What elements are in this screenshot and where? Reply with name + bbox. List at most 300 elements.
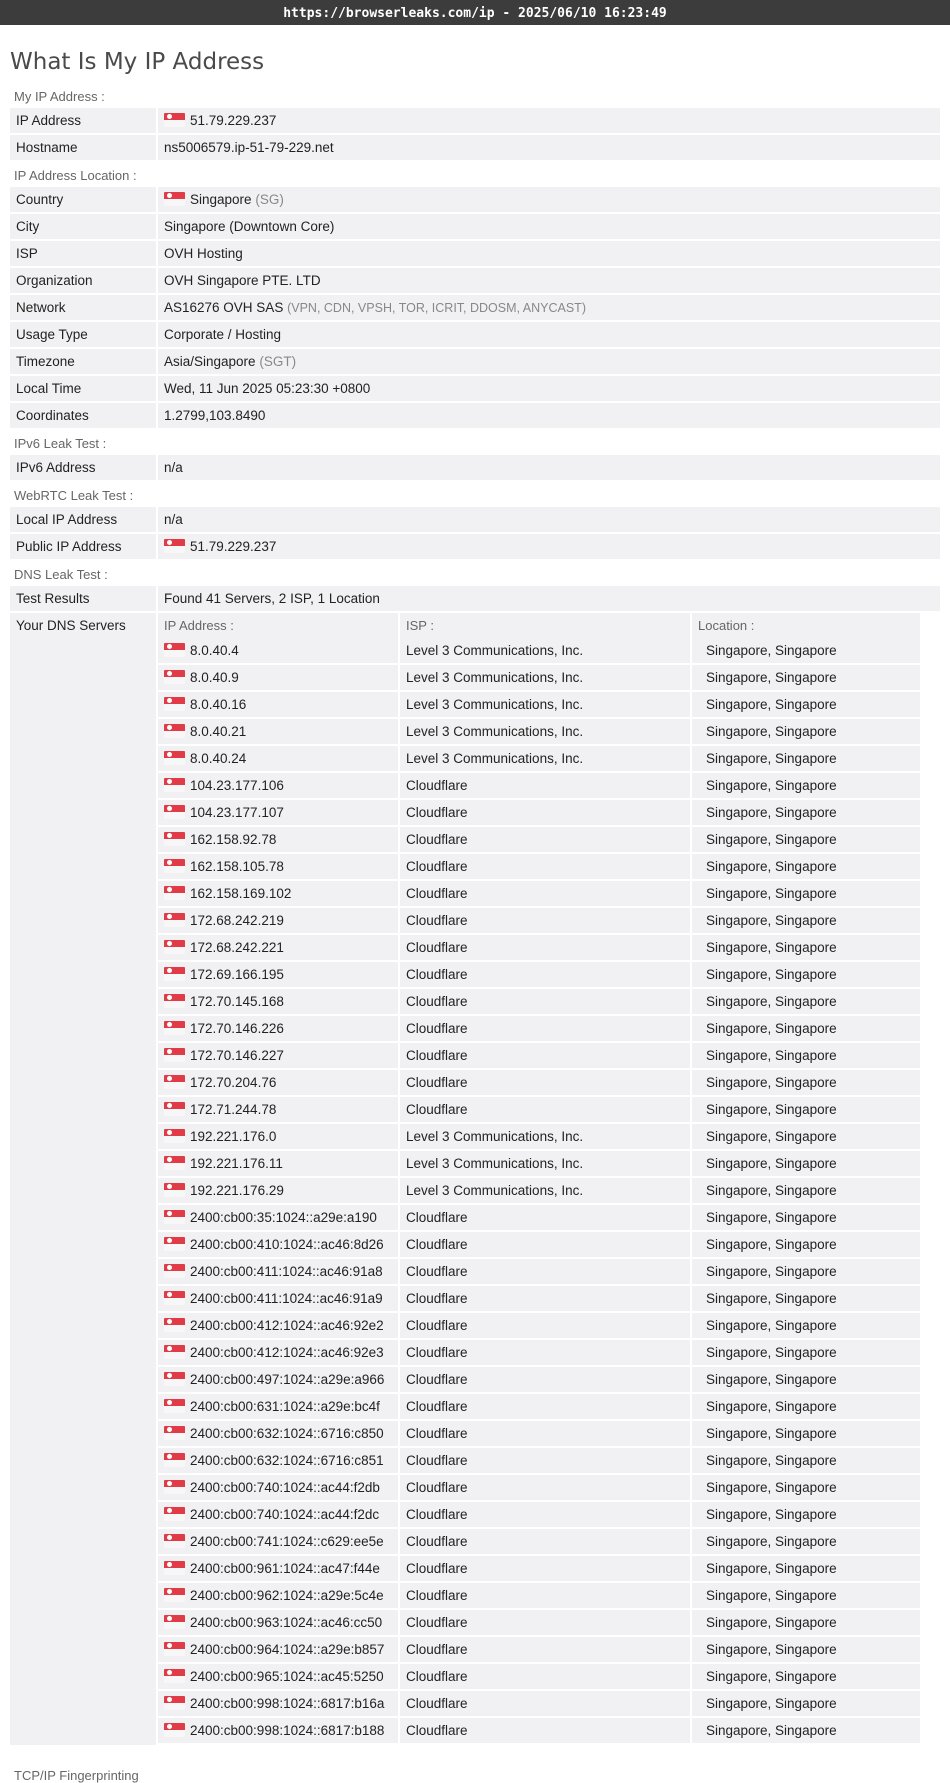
table-row xyxy=(158,962,940,987)
country-value xyxy=(158,187,940,212)
dns-location-cell: Singapore, Singapore xyxy=(692,638,920,663)
dns-isp-cell: Level 3 Communications, Inc. xyxy=(400,638,690,663)
dns-table-header xyxy=(158,613,940,638)
dns-ip-text: 2400:cb00:998:1024::6817:b188 xyxy=(190,1723,385,1738)
dns-isp-cell: Cloudflare xyxy=(400,881,690,906)
singapore-flag-icon xyxy=(164,805,185,819)
singapore-flag-icon xyxy=(164,1183,185,1197)
dns-ip-text: 172.70.146.226 xyxy=(190,1021,284,1036)
dns-ip-text: 2400:cb00:741:1024::c629:ee5e xyxy=(190,1534,384,1549)
dns-isp-cell: Cloudflare xyxy=(400,935,690,960)
timezone-value xyxy=(158,349,940,374)
dns-ip-text: 172.71.244.78 xyxy=(190,1102,277,1117)
dns-ip-cell xyxy=(158,1178,398,1203)
dns-ip-cell xyxy=(158,1718,398,1743)
dns-location-cell: Singapore, Singapore xyxy=(692,827,920,852)
dns-location-cell: Singapore, Singapore xyxy=(692,1502,920,1527)
table-row xyxy=(158,1610,940,1635)
singapore-flag-icon xyxy=(164,643,185,657)
dns-ip-cell xyxy=(158,827,398,852)
dns-isp-cell: Cloudflare xyxy=(400,1394,690,1419)
hostname-row xyxy=(10,135,940,160)
dns-ip-cell xyxy=(158,1583,398,1608)
singapore-flag-icon xyxy=(164,113,185,127)
dns-isp-cell: Cloudflare xyxy=(400,1367,690,1392)
dns-isp-cell: Cloudflare xyxy=(400,800,690,825)
singapore-flag-icon xyxy=(164,1318,185,1332)
dns-isp-cell: Cloudflare xyxy=(400,1421,690,1446)
dns-location-cell: Singapore, Singapore xyxy=(692,1475,920,1500)
singapore-flag-icon xyxy=(164,1453,185,1467)
singapore-flag-icon xyxy=(164,1291,185,1305)
usage-type-row xyxy=(10,322,940,347)
dns-location-cell: Singapore, Singapore xyxy=(692,1691,920,1716)
dns-isp-cell: Cloudflare xyxy=(400,1043,690,1068)
dns-ip-cell xyxy=(158,746,398,771)
col-location-header: Location : xyxy=(692,613,920,638)
dns-isp-cell: Cloudflare xyxy=(400,773,690,798)
table-row xyxy=(158,1043,940,1068)
singapore-flag-icon xyxy=(164,539,185,553)
dns-isp-cell: Cloudflare xyxy=(400,1448,690,1473)
dns-isp-cell: Cloudflare xyxy=(400,1583,690,1608)
dns-ip-cell xyxy=(158,1286,398,1311)
local-ip-label: Local IP Address xyxy=(10,507,156,532)
dns-isp-cell: Level 3 Communications, Inc. xyxy=(400,746,690,771)
dns-ip-cell xyxy=(158,1691,398,1716)
singapore-flag-icon xyxy=(164,1723,185,1737)
singapore-flag-icon xyxy=(164,1561,185,1575)
public-ip-value xyxy=(158,534,940,559)
dns-ip-cell xyxy=(158,638,398,663)
dns-ip-text: 172.68.242.221 xyxy=(190,940,284,955)
country-code: (SG) xyxy=(255,192,284,207)
dns-ip-cell xyxy=(158,1070,398,1095)
dns-location-cell: Singapore, Singapore xyxy=(692,1313,920,1338)
dns-ip-text: 2400:cb00:965:1024::ac45:5250 xyxy=(190,1669,384,1684)
dns-ip-cell xyxy=(158,908,398,933)
dns-ip-text: 2400:cb00:410:1024::ac46:8d26 xyxy=(190,1237,384,1252)
table-row xyxy=(158,989,940,1014)
dns-ip-text: 2400:cb00:963:1024::ac46:cc50 xyxy=(190,1615,383,1630)
ip-info-table xyxy=(10,83,940,1745)
network-label: Network xyxy=(10,295,156,320)
dns-ip-text: 162.158.169.102 xyxy=(190,886,292,901)
dns-isp-cell: Cloudflare xyxy=(400,1097,690,1122)
dns-ip-text: 172.70.146.227 xyxy=(190,1048,284,1063)
singapore-flag-icon xyxy=(164,751,185,765)
dns-location-cell: Singapore, Singapore xyxy=(692,1637,920,1662)
dns-ip-text: 2400:cb00:411:1024::ac46:91a9 xyxy=(190,1291,383,1306)
dns-isp-cell: Cloudflare xyxy=(400,1637,690,1662)
dns-ip-cell xyxy=(158,1124,398,1149)
ipv6-row xyxy=(10,455,940,480)
dns-location-cell: Singapore, Singapore xyxy=(692,1664,920,1689)
table-row xyxy=(158,1016,940,1041)
country-row xyxy=(10,187,940,212)
table-row xyxy=(158,1394,940,1419)
table-row xyxy=(158,854,940,879)
dns-ip-text: 8.0.40.4 xyxy=(190,643,239,658)
dns-isp-cell: Cloudflare xyxy=(400,1016,690,1041)
dns-ip-text: 172.69.166.195 xyxy=(190,967,284,982)
network-value xyxy=(158,295,940,320)
table-row xyxy=(158,1340,940,1365)
dns-servers-table xyxy=(158,613,940,1745)
dns-location-cell: Singapore, Singapore xyxy=(692,1124,920,1149)
singapore-flag-icon xyxy=(164,1534,185,1548)
dns-ip-cell xyxy=(158,881,398,906)
dns-ip-text: 2400:cb00:998:1024::6817:b16a xyxy=(190,1696,385,1711)
ipv6-value: n/a xyxy=(158,455,940,480)
dns-location-cell: Singapore, Singapore xyxy=(692,1610,920,1635)
dns-location-cell: Singapore, Singapore xyxy=(692,773,920,798)
dns-location-cell: Singapore, Singapore xyxy=(692,1394,920,1419)
ip-address-row xyxy=(10,108,940,133)
singapore-flag-icon xyxy=(164,940,185,954)
singapore-flag-icon xyxy=(164,724,185,738)
dns-location-cell: Singapore, Singapore xyxy=(692,1178,920,1203)
country-name: Singapore xyxy=(190,192,252,207)
table-row xyxy=(158,692,940,717)
public-ip-label: Public IP Address xyxy=(10,534,156,559)
dns-isp-cell: Cloudflare xyxy=(400,1313,690,1338)
test-results-row xyxy=(10,586,940,611)
coordinates-label: Coordinates xyxy=(10,403,156,428)
dns-ip-cell xyxy=(158,1475,398,1500)
dns-ip-cell xyxy=(158,1205,398,1230)
dns-ip-cell xyxy=(158,1394,398,1419)
page-title: What Is My IP Address xyxy=(10,49,265,75)
table-row xyxy=(158,800,940,825)
dns-isp-cell: Cloudflare xyxy=(400,908,690,933)
network-row xyxy=(10,295,940,320)
table-row xyxy=(158,881,940,906)
table-row xyxy=(158,746,940,771)
local-time-label: Local Time xyxy=(10,376,156,401)
section-location: IP Address Location : xyxy=(14,168,137,183)
dns-isp-cell: Cloudflare xyxy=(400,989,690,1014)
singapore-flag-icon xyxy=(164,832,185,846)
dns-location-cell: Singapore, Singapore xyxy=(692,800,920,825)
singapore-flag-icon xyxy=(164,1345,185,1359)
table-row xyxy=(158,1556,940,1581)
dns-location-cell: Singapore, Singapore xyxy=(692,1421,920,1446)
dns-location-cell: Singapore, Singapore xyxy=(692,1205,920,1230)
dns-location-cell: Singapore, Singapore xyxy=(692,1070,920,1095)
table-row xyxy=(158,1313,940,1338)
dns-isp-cell: Cloudflare xyxy=(400,1664,690,1689)
timezone-name: Asia/Singapore xyxy=(164,354,256,369)
dns-ip-cell xyxy=(158,989,398,1014)
address-bar[interactable]: https://browserleaks.com/ip - 2025/06/10 16:23:49 xyxy=(0,0,950,25)
table-row xyxy=(158,827,940,852)
table-row xyxy=(158,1583,940,1608)
dns-rows xyxy=(158,638,940,1743)
singapore-flag-icon xyxy=(164,778,185,792)
dns-isp-cell: Cloudflare xyxy=(400,827,690,852)
timezone-label: Timezone xyxy=(10,349,156,374)
dns-location-cell: Singapore, Singapore xyxy=(692,854,920,879)
coordinates-value: 1.2799,103.8490 xyxy=(158,403,940,428)
dns-location-cell: Singapore, Singapore xyxy=(692,1151,920,1176)
dns-ip-cell xyxy=(158,692,398,717)
table-row xyxy=(158,665,940,690)
timezone-row xyxy=(10,349,940,374)
singapore-flag-icon xyxy=(164,859,185,873)
singapore-flag-icon xyxy=(164,1264,185,1278)
dns-ip-text: 162.158.105.78 xyxy=(190,859,284,874)
dns-location-cell: Singapore, Singapore xyxy=(692,1043,920,1068)
singapore-flag-icon xyxy=(164,1588,185,1602)
table-row xyxy=(158,1367,940,1392)
singapore-flag-icon xyxy=(164,994,185,1008)
table-row xyxy=(158,1718,940,1743)
dns-ip-cell xyxy=(158,1340,398,1365)
ip-address-text: 51.79.229.237 xyxy=(190,113,277,128)
section-webrtc: WebRTC Leak Test : xyxy=(14,488,134,503)
test-results-value: Found 41 Servers, 2 ISP, 1 Location xyxy=(158,586,940,611)
dns-ip-text: 2400:cb00:412:1024::ac46:92e3 xyxy=(190,1345,384,1360)
table-row xyxy=(158,1448,940,1473)
dns-ip-cell xyxy=(158,773,398,798)
city-value: Singapore (Downtown Core) xyxy=(158,214,940,239)
dns-isp-cell: Cloudflare xyxy=(400,1475,690,1500)
ip-address-label: IP Address xyxy=(10,108,156,133)
organization-value: OVH Singapore PTE. LTD xyxy=(158,268,940,293)
dns-ip-text: 2400:cb00:632:1024::6716:c850 xyxy=(190,1426,384,1441)
dns-isp-cell: Level 3 Communications, Inc. xyxy=(400,1178,690,1203)
dns-location-cell: Singapore, Singapore xyxy=(692,1097,920,1122)
dns-isp-cell: Cloudflare xyxy=(400,962,690,987)
organization-row xyxy=(10,268,940,293)
dns-isp-cell: Cloudflare xyxy=(400,854,690,879)
dns-ip-cell xyxy=(158,1502,398,1527)
dns-ip-text: 2400:cb00:412:1024::ac46:92e2 xyxy=(190,1318,384,1333)
singapore-flag-icon xyxy=(164,670,185,684)
local-ip-value: n/a xyxy=(158,507,940,532)
local-time-row xyxy=(10,376,940,401)
dns-ip-cell xyxy=(158,1610,398,1635)
table-row xyxy=(158,1259,940,1284)
dns-isp-cell: Cloudflare xyxy=(400,1259,690,1284)
coordinates-row xyxy=(10,403,940,428)
city-label: City xyxy=(10,214,156,239)
singapore-flag-icon xyxy=(164,1426,185,1440)
dns-ip-text: 172.68.242.219 xyxy=(190,913,284,928)
section-ipv6: IPv6 Leak Test : xyxy=(14,436,107,451)
singapore-flag-icon xyxy=(164,1237,185,1251)
singapore-flag-icon xyxy=(164,967,185,981)
singapore-flag-icon xyxy=(164,1615,185,1629)
network-asn: AS16276 OVH SAS xyxy=(164,300,284,315)
dns-isp-cell: Cloudflare xyxy=(400,1691,690,1716)
section-dns: DNS Leak Test : xyxy=(14,567,108,582)
dns-isp-cell: Cloudflare xyxy=(400,1070,690,1095)
table-row xyxy=(158,1664,940,1689)
table-row xyxy=(158,1070,940,1095)
dns-ip-cell xyxy=(158,1529,398,1554)
dns-location-cell: Singapore, Singapore xyxy=(692,908,920,933)
singapore-flag-icon xyxy=(164,1129,185,1143)
dns-isp-cell: Level 3 Communications, Inc. xyxy=(400,719,690,744)
singapore-flag-icon xyxy=(164,1669,185,1683)
dns-ip-cell xyxy=(158,665,398,690)
singapore-flag-icon xyxy=(164,1507,185,1521)
dns-isp-cell: Level 3 Communications, Inc. xyxy=(400,692,690,717)
singapore-flag-icon xyxy=(164,1075,185,1089)
network-tags: (VPN, CDN, VPSH, TOR, ICRIT, DDOSM, ANYCAST) xyxy=(287,301,586,315)
singapore-flag-icon xyxy=(164,1696,185,1710)
table-row xyxy=(158,719,940,744)
dns-location-cell: Singapore, Singapore xyxy=(692,1556,920,1581)
dns-ip-cell xyxy=(158,1637,398,1662)
dns-isp-cell: Level 3 Communications, Inc. xyxy=(400,1151,690,1176)
dns-ip-text: 192.221.176.0 xyxy=(190,1129,277,1144)
dns-isp-cell: Cloudflare xyxy=(400,1529,690,1554)
dns-ip-cell xyxy=(158,1043,398,1068)
dns-ip-cell xyxy=(158,1664,398,1689)
dns-ip-text: 104.23.177.106 xyxy=(190,778,284,793)
dns-location-cell: Singapore, Singapore xyxy=(692,665,920,690)
dns-location-cell: Singapore, Singapore xyxy=(692,1259,920,1284)
dns-ip-cell xyxy=(158,1367,398,1392)
dns-ip-text: 2400:cb00:964:1024::a29e:b857 xyxy=(190,1642,385,1657)
organization-label: Organization xyxy=(10,268,156,293)
dns-ip-text: 8.0.40.16 xyxy=(190,697,247,712)
dns-location-cell: Singapore, Singapore xyxy=(692,962,920,987)
dns-ip-text: 104.23.177.107 xyxy=(190,805,284,820)
public-ip-row xyxy=(10,534,940,559)
dns-ip-text: 2400:cb00:35:1024::a29e:a190 xyxy=(190,1210,377,1225)
dns-ip-cell xyxy=(158,1421,398,1446)
dns-ip-cell xyxy=(158,1448,398,1473)
dns-location-cell: Singapore, Singapore xyxy=(692,935,920,960)
country-label: Country xyxy=(10,187,156,212)
dns-ip-cell xyxy=(158,962,398,987)
dns-ip-cell xyxy=(158,1313,398,1338)
table-row xyxy=(158,1529,940,1554)
col-ip-header: IP Address : xyxy=(158,613,398,638)
table-row xyxy=(158,1475,940,1500)
dns-ip-text: 192.221.176.29 xyxy=(190,1183,284,1198)
col-isp-header: ISP : xyxy=(400,613,690,638)
isp-label: ISP xyxy=(10,241,156,266)
table-row xyxy=(158,908,940,933)
singapore-flag-icon xyxy=(164,1156,185,1170)
table-row xyxy=(158,1205,940,1230)
city-row xyxy=(10,214,940,239)
table-row xyxy=(158,1232,940,1257)
dns-isp-cell: Cloudflare xyxy=(400,1556,690,1581)
isp-row xyxy=(10,241,940,266)
dns-ip-text: 192.221.176.11 xyxy=(190,1156,283,1171)
hostname-label: Hostname xyxy=(10,135,156,160)
singapore-flag-icon xyxy=(164,1210,185,1224)
dns-location-cell: Singapore, Singapore xyxy=(692,1448,920,1473)
dns-ip-cell xyxy=(158,1151,398,1176)
dns-ip-text: 2400:cb00:411:1024::ac46:91a8 xyxy=(190,1264,383,1279)
singapore-flag-icon xyxy=(164,1642,185,1656)
table-row xyxy=(158,1502,940,1527)
dns-isp-cell: Level 3 Communications, Inc. xyxy=(400,665,690,690)
dns-ip-text: 8.0.40.9 xyxy=(190,670,239,685)
dns-ip-text: 2400:cb00:740:1024::ac44:f2db xyxy=(190,1480,380,1495)
dns-servers-label: Your DNS Servers xyxy=(10,613,156,1745)
dns-ip-text: 2400:cb00:497:1024::a29e:a966 xyxy=(190,1372,385,1387)
dns-isp-cell: Cloudflare xyxy=(400,1205,690,1230)
table-row xyxy=(158,1691,940,1716)
dns-location-cell: Singapore, Singapore xyxy=(692,1529,920,1554)
table-row xyxy=(158,1637,940,1662)
test-results-label: Test Results xyxy=(10,586,156,611)
dns-ip-cell xyxy=(158,1016,398,1041)
dns-isp-cell: Cloudflare xyxy=(400,1232,690,1257)
dns-location-cell: Singapore, Singapore xyxy=(692,692,920,717)
dns-location-cell: Singapore, Singapore xyxy=(692,1232,920,1257)
singapore-flag-icon xyxy=(164,1021,185,1035)
hostname-value: ns5006579.ip-51-79-229.net xyxy=(158,135,940,160)
table-row xyxy=(158,1097,940,1122)
section-my-ip: My IP Address : xyxy=(14,89,105,104)
dns-location-cell: Singapore, Singapore xyxy=(692,1367,920,1392)
dns-location-cell: Singapore, Singapore xyxy=(692,1340,920,1365)
dns-location-cell: Singapore, Singapore xyxy=(692,1718,920,1743)
table-row xyxy=(158,1124,940,1149)
dns-location-cell: Singapore, Singapore xyxy=(692,746,920,771)
local-ip-row xyxy=(10,507,940,532)
dns-isp-cell: Level 3 Communications, Inc. xyxy=(400,1124,690,1149)
singapore-flag-icon xyxy=(164,886,185,900)
dns-ip-cell xyxy=(158,1097,398,1122)
singapore-flag-icon xyxy=(164,1102,185,1116)
section-tcpip: TCP/IP Fingerprinting xyxy=(14,1768,139,1783)
dns-ip-cell xyxy=(158,854,398,879)
dns-isp-cell: Cloudflare xyxy=(400,1502,690,1527)
ip-address-value xyxy=(158,108,940,133)
singapore-flag-icon xyxy=(164,192,185,206)
dns-location-cell: Singapore, Singapore xyxy=(692,881,920,906)
dns-servers-block xyxy=(10,613,940,1745)
isp-value: OVH Hosting xyxy=(158,241,940,266)
table-row xyxy=(158,1421,940,1446)
dns-ip-text: 162.158.92.78 xyxy=(190,832,277,847)
table-row xyxy=(158,1178,940,1203)
dns-location-cell: Singapore, Singapore xyxy=(692,1286,920,1311)
dns-ip-cell xyxy=(158,935,398,960)
dns-ip-cell xyxy=(158,800,398,825)
usage-type-value: Corporate / Hosting xyxy=(158,322,940,347)
singapore-flag-icon xyxy=(164,1372,185,1386)
table-row xyxy=(158,773,940,798)
singapore-flag-icon xyxy=(164,1480,185,1494)
dns-location-cell: Singapore, Singapore xyxy=(692,1016,920,1041)
dns-ip-text: 8.0.40.24 xyxy=(190,751,247,766)
dns-ip-text: 172.70.145.168 xyxy=(190,994,284,1009)
dns-ip-cell xyxy=(158,719,398,744)
singapore-flag-icon xyxy=(164,913,185,927)
dns-location-cell: Singapore, Singapore xyxy=(692,989,920,1014)
timezone-abbr: (SGT) xyxy=(259,354,297,369)
table-row xyxy=(158,1286,940,1311)
dns-ip-text: 2400:cb00:631:1024::a29e:bc4f xyxy=(190,1399,380,1414)
dns-ip-cell xyxy=(158,1232,398,1257)
dns-isp-cell: Cloudflare xyxy=(400,1340,690,1365)
dns-ip-text: 172.70.204.76 xyxy=(190,1075,277,1090)
dns-ip-text: 2400:cb00:962:1024::a29e:5c4e xyxy=(190,1588,384,1603)
dns-isp-cell: Cloudflare xyxy=(400,1610,690,1635)
dns-ip-text: 2400:cb00:632:1024::6716:c851 xyxy=(190,1453,384,1468)
